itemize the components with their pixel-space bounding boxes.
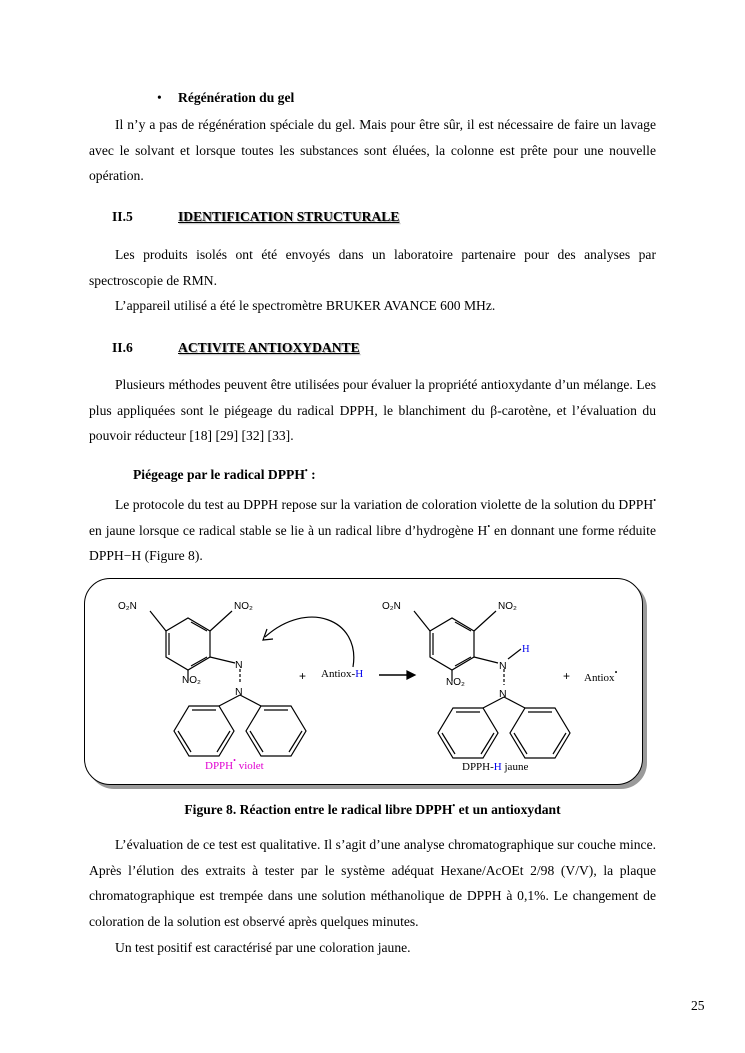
section-title-identification: IDENTIFICATION STRUCTURALE <box>178 209 400 224</box>
paragraph-antioxydante: Plusieurs méthodes peuvent être utilisées pour évaluer la propriété antioxydante d’un mélange. Les plus appliquées sont le piégeage du radical DPPH, le blanchiment du β-carotène, et l’évaluation du pouvoir réducteur [18] [29] [32] [33]. <box>89 377 656 443</box>
caption-text: Figure 8. Réaction entre le radical libre DPPH <box>184 802 453 817</box>
subsection-title-dpph <box>133 467 316 483</box>
nitro-label: O₂N <box>118 601 137 612</box>
radical-dot: • <box>304 466 308 475</box>
phenyl-ring-left-a <box>174 706 234 756</box>
plus-sign: + <box>563 669 571 683</box>
jaune-word: jaune <box>501 761 529 773</box>
antiox-name: Antiox <box>584 672 615 684</box>
figure-box <box>84 578 643 785</box>
page-number: 25 <box>691 998 705 1013</box>
antioxidant-h-label <box>321 668 363 680</box>
paragraph-identification-2: L’appareil utilisé a été le spectromètre BRUKER AVANCE 600 MHz. <box>115 298 496 313</box>
paragraph-identification-1: Les produits isolés ont été envoyés dans un laboratoire partenaire pour des analyses par spectroscopie de RMN. <box>89 247 656 288</box>
nitro-label: NO₂ <box>182 675 201 686</box>
subtitle-text: Piégeage par le radical DPPH <box>133 467 305 482</box>
nitro-label: NO₂ <box>498 601 517 612</box>
section-number-II5: II.5 <box>112 209 133 224</box>
dpph-text-3: en donnant une forme réduite DPPH−H (Figure 8). <box>89 522 656 563</box>
dpph-text-2: en jaune lorsque ce radical stable se lie à un radical libre d’hydrogène H <box>89 522 488 538</box>
benzene-ring-left-top <box>166 618 210 670</box>
radical-dot: • <box>653 496 656 505</box>
radical-dot: • <box>452 801 456 810</box>
paragraph-evaluation: L’évaluation de ce test est qualitative. Il s’agit d’une analyse chromatographique sur couche mince. Après l’élution des extraits à tester par le système adéquat Hexane/AcOEt 2/98 (V/V), la plaque chromatographique est trempée dans une solution méthanolique de DPPH à 0,1%. Le changement de coloration de la solution est observé après quelques minutes. <box>89 837 656 929</box>
benzene-ring-right-top <box>430 618 474 670</box>
reaction-diagram <box>85 579 642 784</box>
radical-dot: • <box>487 521 491 531</box>
paragraph-positive-test: Un test positif est caractérisé par une coloration jaune. <box>115 940 411 955</box>
paragraph-regeneration: Il n’y a pas de régénération spéciale du gel. Mais pour être sûr, il est nécessaire de faire un lavage avec le solvant et lorsque toutes les substances sont éluées, la colonne est prête pour une nouvelle opération. <box>89 117 656 183</box>
caption-text-2: et un antioxydant <box>455 802 561 817</box>
nitro-label: NO₂ <box>234 601 253 612</box>
subtitle-colon: : <box>307 467 316 482</box>
curved-arrow <box>265 617 354 667</box>
phenyl-ring-left-b <box>246 706 306 756</box>
phenyl-ring-right-a <box>438 708 498 758</box>
nitro-label: NO₂ <box>446 677 465 688</box>
nitro-label: O₂N <box>382 601 401 612</box>
subsection-title-regeneration: Régénération du gel <box>178 90 295 105</box>
nitrogen-label: N <box>499 660 507 672</box>
plus-sign: + <box>299 669 307 683</box>
antioxidant-radical-label <box>584 668 618 684</box>
section-title-antioxydante: ACTIVITE ANTIOXYDANTE <box>178 340 360 355</box>
dpph-h-label <box>462 761 528 773</box>
nitrogen-label: N <box>499 688 507 700</box>
section-number-II6: II.6 <box>112 340 133 355</box>
dpph-name: DPPH <box>205 760 234 772</box>
phenyl-ring-right-b <box>510 708 570 758</box>
figure-caption <box>0 802 745 818</box>
dpph-h: H <box>493 761 502 773</box>
dpph-text-1: Le protocole du test au DPPH repose sur la variation de coloration violette de la solution du DPPH <box>115 497 654 512</box>
dpph-prefix: DPPH- <box>462 761 494 773</box>
radical-dot: • <box>233 756 236 765</box>
hydrogen-label: H <box>522 644 530 655</box>
dpph-violet-label <box>205 756 264 772</box>
antiox-prefix: Antiox- <box>321 668 356 680</box>
radical-dot: • <box>614 668 618 677</box>
violet-word: violet <box>235 760 264 772</box>
paragraph-dpph <box>89 492 656 569</box>
antiox-h: H <box>355 668 364 680</box>
bullet: • <box>157 90 162 105</box>
nitrogen-label: N <box>235 659 243 671</box>
nitrogen-label: N <box>235 686 243 698</box>
